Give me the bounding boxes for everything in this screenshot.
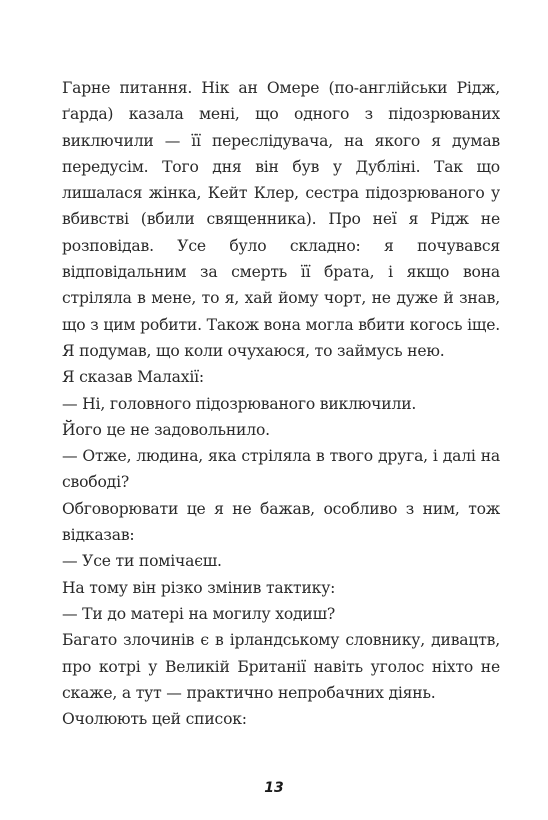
body-text xyxy=(62,75,500,732)
paragraph: — Усе ти помічаєш. xyxy=(62,552,222,571)
paragraph: — Отже, людина, яка стріляла в твого друга, і далі на свободі? xyxy=(62,447,500,492)
paragraph: Обговорювати це я не бажав, особливо з ним, тож відказав: xyxy=(62,499,500,545)
paragraph: Гарне питання. Нік ан Омере (по-англійськи Рідж, ґарда) казала мені, що одного з підозрюваних виключили — її переслідувача, на якого я думав передусім. Того дня він був у Дубліні. Так що лишалася жінка, Кейт Клер, сестра підозрюваного у вбивстві (вбили священника). Про неї я Рідж не розповідав. Усе було складно: я почувався відповідальним за смерть її брата, і якщо вона стріляла в мене, то я, хай йому чорт, не дуже й знав, що з цим робити. Також вона могла вбити когось іще. Я подумав, що коли очухаюся, то займусь нею. xyxy=(62,79,500,360)
page-number: 13 xyxy=(264,780,284,796)
paragraph: На тому він різко змінив тактику: xyxy=(62,578,336,597)
paragraph: Очолюють цей список: xyxy=(62,710,247,729)
paragraph: — Ні, головного підозрюваного виключили. xyxy=(62,394,417,413)
paragraph: Я сказав Малахії: xyxy=(62,368,204,387)
paragraph: — Ти до матері на могилу ходиш? xyxy=(62,604,336,623)
paragraph: Його це не задовольнило. xyxy=(62,420,270,439)
paragraph: Багато злочинів є в ірландському словнику, дивацтв, про котрі у Великій Британії навіть уголос ніхто не скаже, а тут — практично непробачних діянь. xyxy=(62,631,500,702)
